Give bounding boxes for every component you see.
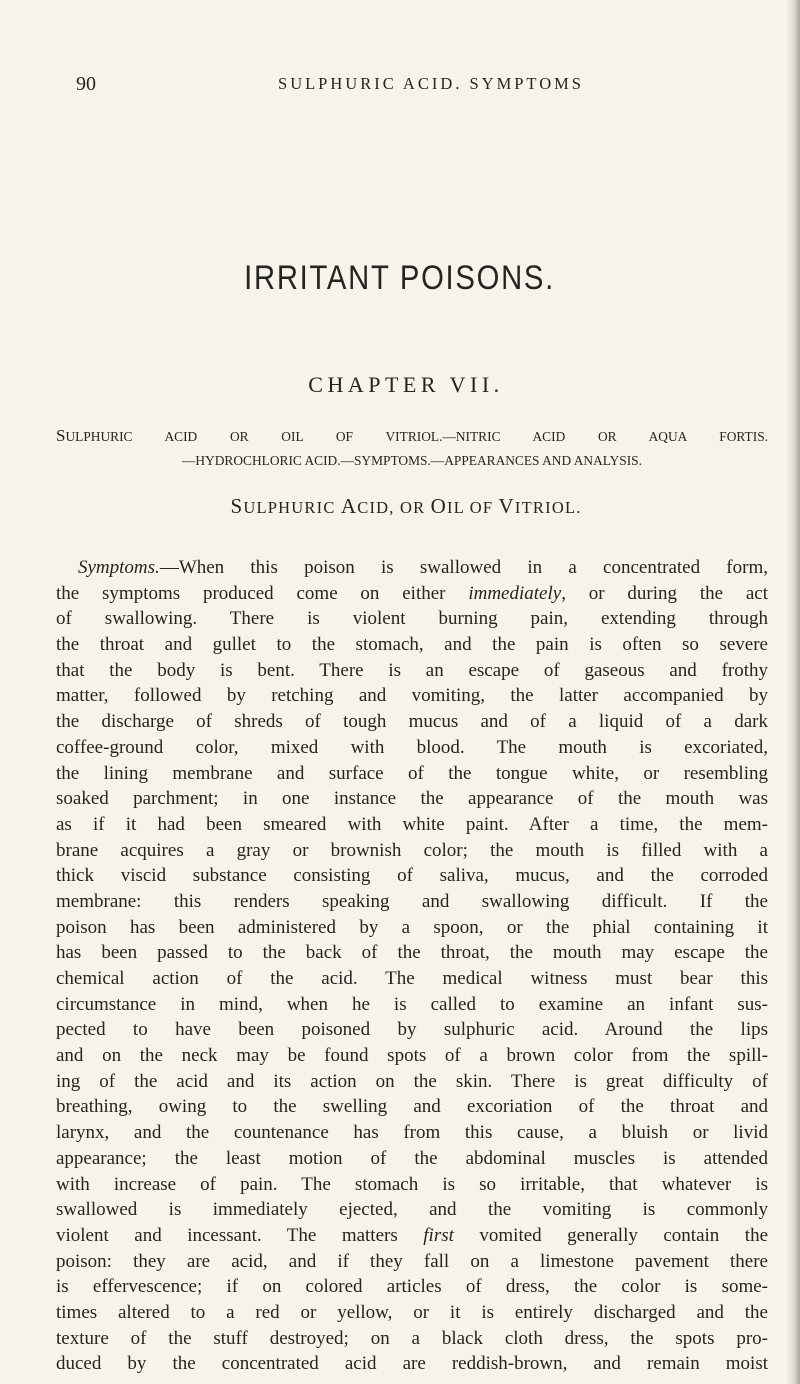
body-line: [56, 1146, 768, 1172]
body-line: [56, 1300, 768, 1326]
body-line-text: coffee-ground color, mixed with blood. The mouth is excoriated,: [56, 736, 768, 758]
sub-heading: [0, 493, 800, 521]
body-italic: first: [423, 1224, 454, 1246]
body-line-text: —When this poison is swallowed in a concentrated form,: [159, 557, 768, 578]
body-line-text: the discharge of shreds of tough mucus and of a liquid of a dark: [56, 711, 768, 733]
body-line: [56, 683, 768, 709]
body-line: [56, 1223, 768, 1249]
body-line-text: the lining membrane and surface of the tongue white, or resembling: [56, 762, 768, 784]
body-line-text: times altered to a red or yellow, or it is entirely discharged and the: [56, 1301, 768, 1323]
chapter-heading: CHAPTER VII.: [308, 372, 504, 397]
chapter-contents: [56, 424, 768, 473]
contents-line-text: SULPHURIC ACID OR OIL OF VITRIOL.—NITRIC ACID OR AQUA FORTIS.: [56, 426, 769, 445]
contents-line: [56, 424, 768, 449]
contents-line-text: —HYDROCHLORIC ACID.—SYMPTOMS.—APPEARANCES AND ANALYSIS.: [182, 453, 642, 468]
body-line: [56, 1017, 768, 1043]
body-line-text: is effervescence; if on colored articles of dress, the color is some-: [56, 1276, 768, 1298]
body-italic: immediately: [468, 582, 562, 604]
body-line-text: pected to have been poisoned by sulphuric acid. Around the lips: [56, 1019, 768, 1041]
body-line: [56, 1351, 768, 1377]
page-edge-shadow: [786, 0, 800, 1384]
body-line: [56, 606, 768, 632]
body-line-text: soaked parchment; in one instance the appearance of the mouth was: [56, 788, 768, 810]
body-line-text: ing of the acid and its action on the skin. There is great difficulty of: [56, 1070, 768, 1092]
body-line: [56, 786, 768, 812]
body-line: [56, 1120, 768, 1146]
body-line-text: , or during the act: [561, 582, 768, 604]
body-line: [56, 1043, 768, 1069]
body-line-text: as if it had been smeared with white paint. After a time, the mem-: [56, 813, 768, 835]
section-title: IRRITANT POISONS.: [244, 259, 555, 297]
body-line: [56, 632, 768, 658]
body-line-text: has been passed to the back of the throat, the mouth may escape the: [56, 942, 768, 964]
body-line: [56, 735, 768, 761]
page-number: 90: [76, 73, 96, 95]
body-line-text: that the body is bent. There is an escape of gaseous and frothy: [56, 659, 768, 681]
body-line-text: poison has been administered by a spoon, or the phial containing it: [56, 916, 768, 938]
body-line-text: thick viscid substance consisting of saliva, mucus, and the corroded: [56, 865, 768, 887]
contents-line: [56, 449, 768, 473]
body-line: [56, 1172, 768, 1198]
body-text: [56, 555, 768, 1377]
body-line: [56, 992, 768, 1018]
body-line-text: the throat and gullet to the stomach, and the pain is often so severe: [56, 634, 768, 656]
body-line-text: and on the neck may be found spots of a brown color from the spill-: [56, 1045, 768, 1067]
running-title: SULPHURIC ACID. SYMPTOMS: [278, 74, 584, 93]
sub-heading-text: SULPHURIC ACID, OR OIL OF VITRIOL.: [230, 494, 582, 518]
body-line-text: matter, followed by retching and vomiting, the latter accompanied by: [56, 685, 768, 707]
body-line: [56, 1326, 768, 1352]
body-line-text: with increase of pain. The stomach is so irritable, that whatever is: [56, 1173, 768, 1195]
body-line: [56, 838, 768, 864]
body-line-text: breathing, owing to the swelling and excoriation of the throat and: [56, 1096, 768, 1118]
body-line-text: larynx, and the countenance has from this cause, a bluish or livid: [56, 1122, 768, 1144]
body-line-text: swallowed is immediately ejected, and the vomiting is commonly: [56, 1199, 768, 1221]
body-line: [56, 761, 768, 787]
running-head: [76, 72, 766, 96]
body-line-text: violent and incessant. The matters: [56, 1224, 424, 1246]
body-line-text: circumstance in mind, when he is called to examine an infant sus-: [56, 993, 768, 1015]
body-line: [56, 555, 768, 581]
body-line-text: brane acquires a gray or brownish color; the mouth is filled with a: [56, 839, 768, 861]
body-line: [56, 581, 768, 607]
body-line: [56, 940, 768, 966]
body-line: [56, 1274, 768, 1300]
body-line: [56, 658, 768, 684]
body-line-text: the symptoms produced come on either: [56, 582, 469, 604]
body-line: [56, 812, 768, 838]
body-line: [56, 1249, 768, 1275]
body-line-text: chemical action of the acid. The medical witness must bear this: [56, 968, 768, 989]
body-line-text: of swallowing. There is violent burning pain, extending through: [56, 608, 768, 630]
body-line: [56, 1069, 768, 1095]
body-line-text: appearance; the least motion of the abdominal muscles is attended: [56, 1147, 768, 1169]
body-line: [56, 915, 768, 941]
body-line-text: poison: they are acid, and if they fall on a limestone pavement there: [56, 1250, 768, 1272]
body-line: [56, 966, 768, 992]
body-line-text: duced by the concentrated acid are reddish-brown, and remain moist: [56, 1353, 768, 1375]
body-line: [56, 889, 768, 915]
body-line: [56, 1197, 768, 1223]
body-line-text: texture of the stuff destroyed; on a black cloth dress, the spots pro-: [56, 1327, 768, 1349]
body-line-text: membrane: this renders speaking and swallowing difficult. If the: [56, 890, 768, 912]
body-line: [56, 1094, 768, 1120]
body-line: [56, 709, 768, 735]
body-line: [56, 863, 768, 889]
body-line-text: vomited generally contain the: [453, 1224, 769, 1246]
lead-italic: Symptoms.: [78, 557, 160, 578]
